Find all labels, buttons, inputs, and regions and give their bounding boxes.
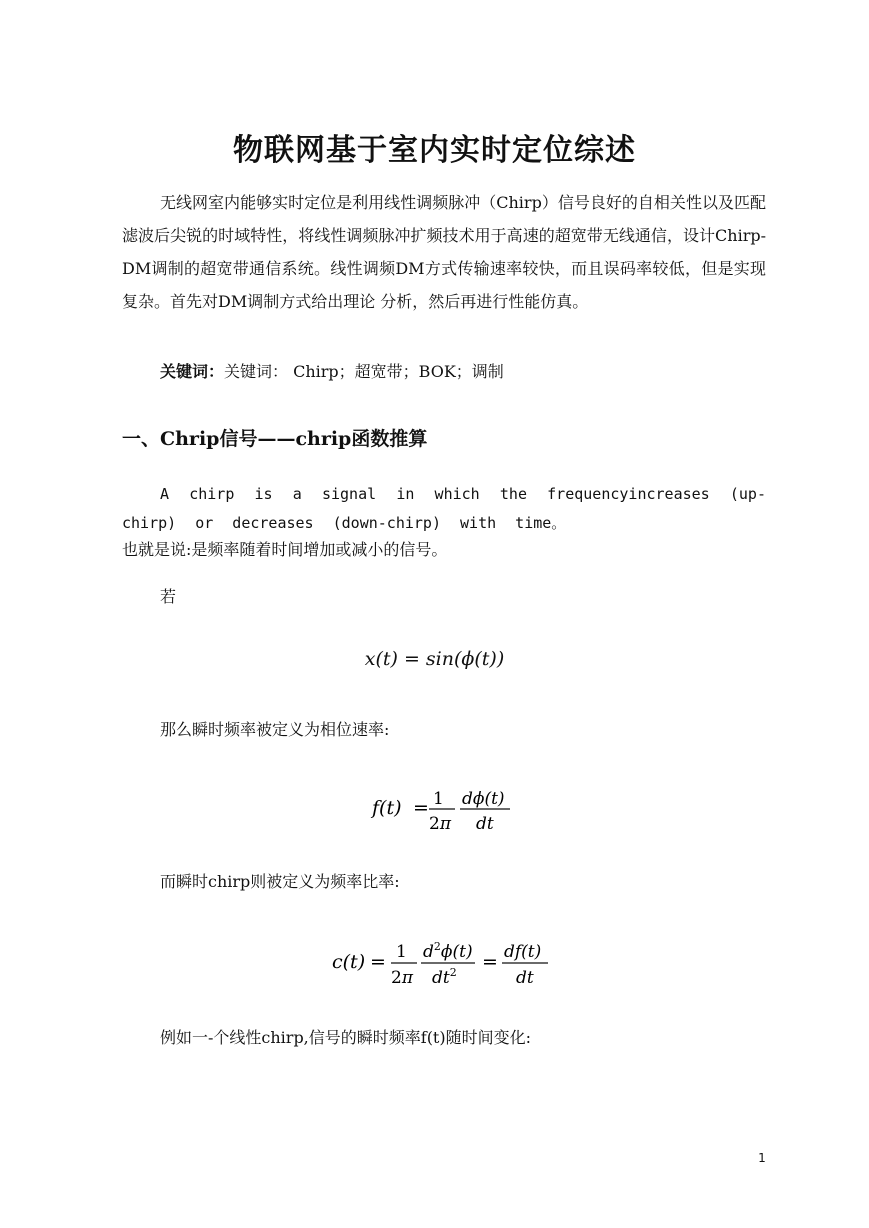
svg-text:2π: 2π [391, 968, 414, 988]
section-heading: 一、Chrip信号——chrip函数推算 [122, 428, 428, 450]
keywords-text: 关键词： Chirp；超宽带；BOK；调制 [224, 362, 504, 381]
if-word: 若 [160, 587, 177, 606]
abstract-paragraph: 无线网室内能够实时定位是利用线性调频脉冲（Chirp）信号良好的自相关性以及匹配滤波后尖锐的时域特性，将线性调频脉冲扩频技术用于高速的超宽带无线通信，设计Chirp-DM调制的超宽带通信系统。线性调频DM方式传输速率较快，而且误码率较低，但是实现复杂。首先对DM调制方式给出理论 分析，然后再进行性能仿真。 [122, 193, 766, 311]
svg-text:dϕ(t): dϕ(t) [462, 789, 505, 809]
equation-signal [0, 648, 869, 678]
equation-instant-frequency [370, 780, 520, 838]
svg-text:dt2: $dt^2$ [432, 966, 457, 988]
chinese-explanation: 也就是说:是频率随着时间增加或减小的信号。 [122, 540, 448, 559]
paragraph-instant-frequency: 那么瞬时频率被定义为相位速率: [160, 720, 390, 739]
svg-text:=: = [370, 951, 386, 973]
equation-signal-text: x(t) = sin(ϕ(t)) [364, 648, 505, 670]
equation-instant-chirp [330, 932, 555, 992]
svg-text:f(t): f(t) [372, 797, 402, 819]
svg-text:1: 1 [396, 942, 407, 962]
svg-text:df(t): df(t) [504, 942, 542, 962]
paragraph-linear-chirp-example: 例如一-个线性chirp,信号的瞬时频率f(t)随时间变化: [160, 1028, 531, 1047]
svg-text:dt: dt [476, 814, 494, 834]
svg-text:d2ϕ(t): $d^2\phi(t)$ [423, 940, 473, 962]
keywords-line [160, 357, 504, 387]
document-title: 物联网基于室内实时定位综述 [233, 133, 636, 168]
paragraph-instant-chirp: 而瞬时chirp则被定义为频率比率: [160, 872, 400, 891]
svg-text:dt: dt [516, 968, 534, 988]
svg-text:2π: 2π [429, 814, 452, 834]
english-definition-paragraph: A chirp is a signal in which the frequencyincreases (up-chirp) or decreases (down-chirp) with time。 [122, 485, 766, 532]
page-number: 1 [758, 1151, 766, 1165]
svg-text:=: = [482, 951, 498, 973]
keywords-label: 关键词： [160, 362, 225, 381]
svg-text:1: 1 [433, 789, 444, 809]
svg-text:c(t): c(t) [332, 951, 366, 973]
svg-text:=: = [413, 797, 429, 819]
